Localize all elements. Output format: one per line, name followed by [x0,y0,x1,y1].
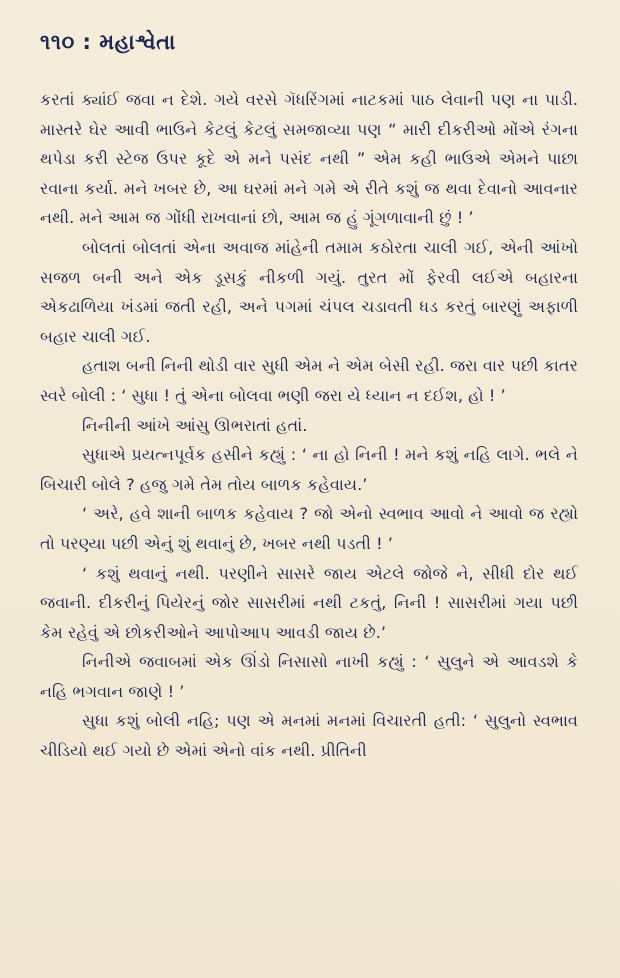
paragraph-3: હતાશ બની નિની થોડી વાર સુધી એમ ને એમ બેસી રહી. જરા વાર પછી કાતર સ્વરે બોલી : ‘ સુધા ! તું એના બોલવા ભણી જરા યે ધ્યાન ન દઈશ, હો ! ’ [40,356,578,405]
paragraph-9: સુધા કશું બોલી નહિ; પણ એ મનમાં મનમાં વિચારતી હતી: ‘ સુલુનો સ્વભાવ ચીડિયો થઈ ગયો છે એમાં એનો વાંક નથી. પ્રીતિની [40,711,578,761]
paragraph-5: સુધાએ પ્રયત્નપૂર્વક હસીને કહ્યું : ‘ ના હો નિની ! મને કશું નહિ લાગે. ભલે ને બિચારી બોલે ? હજુ ગમે તેમ તોય બાળક કહેવાય.’ [40,445,578,494]
paragraph-6: ‘ અરે, હવે શાની બાળક કહેવાય ? જો એનો સ્વભાવ આવો ને આવો જ રહ્યો તો પરણ્યા પછી એનું શું થવાનું છે, ખબર નથી પડતી ! ’ [40,504,578,553]
paragraph-2: બોલતાં બોલતાં એના અવાજ માંહેની તમામ કઠોરતા ચાલી ગઈ, એની આંખો સજળ બની અને એક ડૂસકું નીકળી ગયું. તુરત મોં ફેરવી લઈએ બહારના એકઢાળિયા ખંડમાં જતી રહી, અને પગમાં ચંપલ ચડાવતી ધડ કરતું બારણું અફાળી બહાર ચાલી ગઈ. [40,237,578,346]
header-separator: : [82,30,92,54]
paragraph-1: કરતાં ક્યાંઈ જવા ન દેશે. ગયે વરસે ગૅધરિંગમાં નાટકમાં પાઠ લેવાની પણ ના પાડી. માસ્તરે ઘેર આવી ભાઉને કેટલું કેટલું સમજાવ્યા પણ “ મારી દીકરીઓ મોંએ રંગના થપેડા કરી સ્ટેજ ઉપર કૂદે એ મને પસંદ નથી ” એમ કહી ભાઉએ એમને પાછા રવાના કર્યા. મને ખબર છે, આ ઘરમાં મને ગમે એ રીતે કશું જ થવા દેવાનો આવનાર નથી. મને આમ જ ગોંધી રાખવાનાં છો, આમ જ હું ગૂંગળાવાની છું ! ’ [40,90,578,228]
page-number: ૧૧૦ [40,30,75,54]
paragraph-7: ‘ કશું થવાનું નથી. પરણીને સાસરે જાય એટલે જોજે ને, સીધી દોર થઈ જવાની. દીકરીનું પિયેરનું જોર સાસરીમાં નથી ટકતું, નિની ! સાસરીમાં ગયા પછી કેમ રહેવું એ છોકરીઓને આપોઆપ આવડી જાય છે.’ [40,563,578,642]
paragraph-4: નિનીની આંખે આંસુ ઊભરાતાં હતાં. [82,415,308,435]
running-header [40,30,578,55]
paragraph-8: નિનીએ જવાબમાં એક ઊંડો નિસાસો નાખી કહ્યું : ‘ સુલુને એ આવડશે કે નહિ ભગવાન જાણે ! ’ [40,652,578,701]
book-title: મહાશ્વેતા [99,30,176,54]
